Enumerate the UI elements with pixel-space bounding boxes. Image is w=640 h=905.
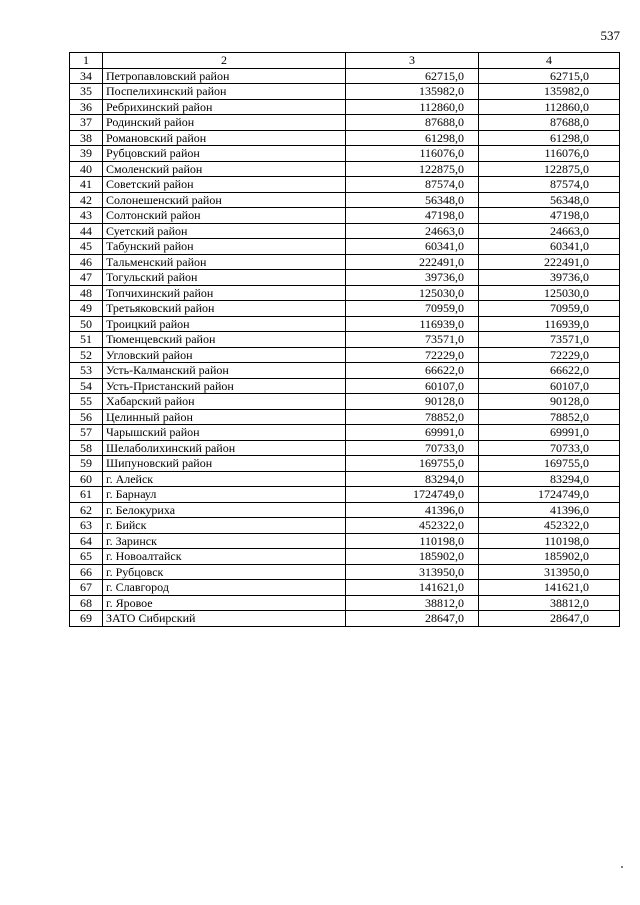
value-col4-cell: 69991,0 [479,425,620,441]
table-row [70,254,620,270]
table-row [70,130,620,146]
district-name-cell: Третьяковский район [103,301,346,317]
data-table [69,52,620,627]
table-row [70,161,620,177]
table-row [70,68,620,84]
table-row [70,285,620,301]
row-number-cell: 47 [70,270,103,286]
table-row [70,316,620,332]
value-col4-cell: 313950,0 [479,564,620,580]
header-row [70,53,620,69]
value-col3-cell: 116939,0 [346,316,479,332]
district-name-cell: Советский район [103,177,346,193]
page-number: 537 [600,28,620,43]
value-col4-cell: 116939,0 [479,316,620,332]
value-col4-cell: 28647,0 [479,611,620,627]
value-col3-cell: 28647,0 [346,611,479,627]
district-name-cell: г. Яровое [103,595,346,611]
row-number-cell: 40 [70,161,103,177]
table-row [70,425,620,441]
value-col4-cell: 122875,0 [479,161,620,177]
district-name-cell: Солонешенский район [103,192,346,208]
district-name-cell: Топчихинский район [103,285,346,301]
district-name-cell: Хабарский район [103,394,346,410]
value-col3-cell: 41396,0 [346,502,479,518]
value-col4-cell: 90128,0 [479,394,620,410]
value-col4-cell: 141621,0 [479,580,620,596]
district-name-cell: Родинский район [103,115,346,131]
district-name-cell: Шипуновский район [103,456,346,472]
table-row [70,239,620,255]
value-col3-cell: 83294,0 [346,471,479,487]
value-col3-cell: 61298,0 [346,130,479,146]
district-name-cell: г. Алейск [103,471,346,487]
value-col3-cell: 112860,0 [346,99,479,115]
table-row [70,332,620,348]
district-name-cell: Поспелихинский район [103,84,346,100]
value-col3-cell: 62715,0 [346,68,479,84]
row-number-cell: 69 [70,611,103,627]
table-body [70,68,620,626]
table-row [70,409,620,425]
row-number-cell: 41 [70,177,103,193]
value-col3-cell: 60341,0 [346,239,479,255]
value-col3-cell: 169755,0 [346,456,479,472]
scan-speck [621,866,623,868]
district-name-cell: Смоленский район [103,161,346,177]
table-row [70,115,620,131]
table-row [70,440,620,456]
value-col3-cell: 313950,0 [346,564,479,580]
value-col4-cell: 78852,0 [479,409,620,425]
column-header-4: 4 [479,53,620,69]
row-number-cell: 55 [70,394,103,410]
table-row [70,363,620,379]
value-col4-cell: 87688,0 [479,115,620,131]
row-number-cell: 63 [70,518,103,534]
table-row [70,394,620,410]
value-col4-cell: 452322,0 [479,518,620,534]
value-col3-cell: 73571,0 [346,332,479,348]
value-col4-cell: 60341,0 [479,239,620,255]
value-col3-cell: 70733,0 [346,440,479,456]
row-number-cell: 62 [70,502,103,518]
row-number-cell: 57 [70,425,103,441]
value-col3-cell: 60107,0 [346,378,479,394]
value-col4-cell: 41396,0 [479,502,620,518]
value-col4-cell: 83294,0 [479,471,620,487]
value-col4-cell: 60107,0 [479,378,620,394]
table-row [70,378,620,394]
district-name-cell: Чарышский район [103,425,346,441]
table-row [70,595,620,611]
value-col3-cell: 90128,0 [346,394,479,410]
row-number-cell: 59 [70,456,103,472]
value-col3-cell: 222491,0 [346,254,479,270]
row-number-cell: 46 [70,254,103,270]
table-row [70,177,620,193]
table-row [70,580,620,596]
row-number-cell: 36 [70,99,103,115]
row-number-cell: 43 [70,208,103,224]
district-name-cell: Усть-Пристанский район [103,378,346,394]
value-col3-cell: 69991,0 [346,425,479,441]
row-number-cell: 54 [70,378,103,394]
row-number-cell: 64 [70,533,103,549]
district-name-cell: Табунский район [103,239,346,255]
row-number-cell: 58 [70,440,103,456]
value-col3-cell: 141621,0 [346,580,479,596]
value-col3-cell: 24663,0 [346,223,479,239]
value-col3-cell: 452322,0 [346,518,479,534]
district-name-cell: Суетский район [103,223,346,239]
row-number-cell: 61 [70,487,103,503]
value-col3-cell: 70959,0 [346,301,479,317]
row-number-cell: 35 [70,84,103,100]
table-row [70,502,620,518]
table-row [70,487,620,503]
value-col4-cell: 169755,0 [479,456,620,472]
district-name-cell: Рубцовский район [103,146,346,162]
table-header [70,53,620,69]
value-col3-cell: 56348,0 [346,192,479,208]
value-col3-cell: 185902,0 [346,549,479,565]
value-col4-cell: 38812,0 [479,595,620,611]
value-col4-cell: 62715,0 [479,68,620,84]
row-number-cell: 50 [70,316,103,332]
row-number-cell: 52 [70,347,103,363]
value-col4-cell: 125030,0 [479,285,620,301]
district-name-cell: Шелаболихинский район [103,440,346,456]
value-col3-cell: 38812,0 [346,595,479,611]
value-col3-cell: 87688,0 [346,115,479,131]
value-col4-cell: 110198,0 [479,533,620,549]
value-col3-cell: 1724749,0 [346,487,479,503]
row-number-cell: 48 [70,285,103,301]
row-number-cell: 49 [70,301,103,317]
row-number-cell: 56 [70,409,103,425]
district-name-cell: г. Новоалтайск [103,549,346,565]
table-row [70,518,620,534]
value-col4-cell: 61298,0 [479,130,620,146]
value-col3-cell: 116076,0 [346,146,479,162]
table-row [70,208,620,224]
row-number-cell: 38 [70,130,103,146]
row-number-cell: 66 [70,564,103,580]
value-col3-cell: 122875,0 [346,161,479,177]
district-name-cell: Тальменский район [103,254,346,270]
district-name-cell: г. Славгород [103,580,346,596]
row-number-cell: 60 [70,471,103,487]
value-col3-cell: 87574,0 [346,177,479,193]
table-row [70,611,620,627]
value-col4-cell: 116076,0 [479,146,620,162]
value-col4-cell: 1724749,0 [479,487,620,503]
table-row [70,146,620,162]
row-number-cell: 65 [70,549,103,565]
table-row [70,223,620,239]
value-col3-cell: 47198,0 [346,208,479,224]
value-col4-cell: 66622,0 [479,363,620,379]
district-name-cell: Петропавловский район [103,68,346,84]
value-col4-cell: 112860,0 [479,99,620,115]
value-col4-cell: 73571,0 [479,332,620,348]
value-col4-cell: 72229,0 [479,347,620,363]
value-col4-cell: 70733,0 [479,440,620,456]
district-name-cell: Тогульский район [103,270,346,286]
value-col3-cell: 72229,0 [346,347,479,363]
row-number-cell: 53 [70,363,103,379]
district-name-cell: г. Рубцовск [103,564,346,580]
table-row [70,456,620,472]
district-name-cell: г. Барнаул [103,487,346,503]
value-col4-cell: 24663,0 [479,223,620,239]
district-name-cell: Солтонский район [103,208,346,224]
value-col4-cell: 56348,0 [479,192,620,208]
value-col3-cell: 66622,0 [346,363,479,379]
column-header-3: 3 [346,53,479,69]
row-number-cell: 34 [70,68,103,84]
table-row [70,549,620,565]
row-number-cell: 68 [70,595,103,611]
district-name-cell: г. Заринск [103,533,346,549]
column-header-1: 1 [70,53,103,69]
value-col3-cell: 78852,0 [346,409,479,425]
row-number-cell: 51 [70,332,103,348]
value-col4-cell: 70959,0 [479,301,620,317]
value-col4-cell: 39736,0 [479,270,620,286]
value-col4-cell: 47198,0 [479,208,620,224]
table-row [70,192,620,208]
value-col3-cell: 125030,0 [346,285,479,301]
row-number-cell: 42 [70,192,103,208]
table-row [70,471,620,487]
value-col4-cell: 185902,0 [479,549,620,565]
table-row [70,301,620,317]
table-row [70,533,620,549]
district-name-cell: Целинный район [103,409,346,425]
district-name-cell: Усть-Калманский район [103,363,346,379]
district-name-cell: ЗАТО Сибирский [103,611,346,627]
value-col4-cell: 135982,0 [479,84,620,100]
table-row [70,99,620,115]
row-number-cell: 45 [70,239,103,255]
value-col3-cell: 110198,0 [346,533,479,549]
table-row [70,270,620,286]
value-col4-cell: 222491,0 [479,254,620,270]
district-name-cell: Романовский район [103,130,346,146]
value-col3-cell: 135982,0 [346,84,479,100]
table-row [70,347,620,363]
district-name-cell: г. Белокуриха [103,502,346,518]
row-number-cell: 44 [70,223,103,239]
value-col3-cell: 39736,0 [346,270,479,286]
column-header-2: 2 [103,53,346,69]
row-number-cell: 37 [70,115,103,131]
district-name-cell: Ребрихинский район [103,99,346,115]
district-name-cell: Тюменцевский район [103,332,346,348]
row-number-cell: 39 [70,146,103,162]
table-row [70,564,620,580]
district-name-cell: Троицкий район [103,316,346,332]
value-col4-cell: 87574,0 [479,177,620,193]
row-number-cell: 67 [70,580,103,596]
district-name-cell: Угловский район [103,347,346,363]
district-name-cell: г. Бийск [103,518,346,534]
table-row [70,84,620,100]
